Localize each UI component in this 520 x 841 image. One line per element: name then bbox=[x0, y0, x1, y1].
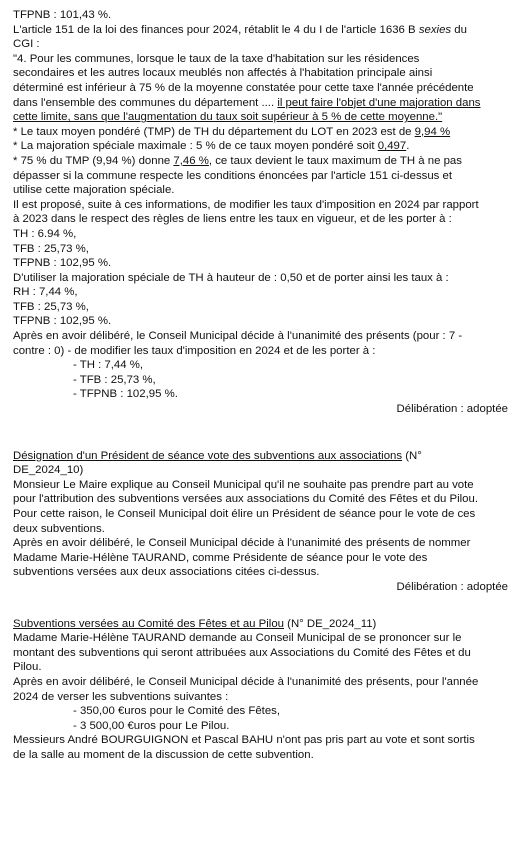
text-line: contre : 0) - de modifier les taux d'imposition en 2024 et de les porter à : bbox=[13, 344, 376, 357]
section-title-cont: DE_2024_10) bbox=[13, 464, 84, 477]
subsidy-item: - 3 500,00 €uros pour Le Pilou. bbox=[73, 719, 230, 732]
section-title: Subventions versées au Comité des Fêtes et au Pilou (N° DE_2024_11) bbox=[13, 617, 377, 630]
rate-list-item: - TH : 7,44 %, bbox=[73, 359, 144, 372]
text-line: L'article 151 de la loi des finances pour 2024, rétablit le 4 du I de l'article 1636 B sexies du bbox=[13, 23, 467, 36]
deliberation-status: Délibération : adoptée bbox=[396, 403, 508, 416]
section-subsidies bbox=[13, 617, 510, 763]
text-line: Monsieur Le Maire explique au Conseil Municipal qu'il ne souhaite pas prendre part au vote bbox=[13, 478, 474, 491]
quote-line: "4. Pour les communes, lorsque le taux de la taxe d'habitation sur les résidences bbox=[13, 52, 420, 65]
text-line: subventions versées aux deux associations citées ci-dessus. bbox=[13, 566, 320, 579]
text-line: 2024 de verser les subventions suivantes : bbox=[13, 690, 229, 703]
bullet-line: * Le taux moyen pondéré (TMP) de TH du département du LOT en 2023 est de 9,94 % bbox=[13, 125, 451, 138]
text-line: Madame Marie-Hélène TAURAND, comme Présidente de séance pour le vote des bbox=[13, 551, 428, 564]
text-line: TFPNB : 101,43 %. bbox=[13, 9, 112, 21]
text-line: montant des subventions qui seront attribuées aux Associations du Comité des Fêtes et du bbox=[13, 646, 471, 659]
text-line: Après en avoir délibéré, le Conseil Municipal décide à l'unanimité des présents, pour l'année bbox=[13, 675, 479, 688]
rate-line: TFB : 25,73 %, bbox=[13, 300, 89, 313]
text-line: de la salle au moment de la discussion de cette subvention. bbox=[13, 748, 314, 761]
rate-list-item: - TFB : 25,73 %, bbox=[73, 373, 156, 386]
text-line: Pour cette raison, le Conseil Municipal doit élire un Président de séance pour le vote de ces bbox=[13, 508, 476, 520]
section-tax-rates bbox=[13, 8, 510, 417]
text-line: dépasser si la commune respecte les conditions énoncées par l'article 151 ci-dessus et bbox=[13, 169, 453, 182]
section-title: Désignation d'un Président de séance vote des subventions aux associations (N° bbox=[13, 449, 422, 462]
text-line: deux subventions. bbox=[13, 522, 105, 535]
text-line: pour l'attribution des subventions versées aux associations du Comité des Fêtes et du Pilou. bbox=[13, 493, 479, 506]
text-line: Après en avoir délibéré, le Conseil Municipal décide à l'unanimité des présents (pour : 7 - bbox=[13, 330, 463, 343]
rate-line: TFB : 25,73 %, bbox=[13, 242, 89, 255]
subsidy-item: - 350,00 €uros pour le Comité des Fêtes, bbox=[73, 705, 281, 718]
rate-list-item: - TFPNB : 102,95 %. bbox=[73, 388, 178, 401]
rate-line: TH : 6.94 %, bbox=[13, 227, 77, 240]
text-line: à 2023 dans le respect des règles de liens entre les taux en vigueur, et de les porter à : bbox=[13, 213, 452, 226]
quote-line: dans l'ensemble des communes du département .... il peut faire l'objet d'une majoration dans bbox=[13, 96, 481, 109]
spacer bbox=[13, 595, 510, 617]
rate-line: TFPNB : 102,95 %. bbox=[13, 257, 112, 270]
text-line: Pilou. bbox=[13, 661, 42, 674]
quote-line: déterminé est inférieur à 75 % de la moyenne constatée pour cette taxe l'année précédente bbox=[13, 81, 474, 94]
deliberation-status: Délibération : adoptée bbox=[396, 580, 508, 593]
text-line: Madame Marie-Hélène TAURAND demande au Conseil Municipal de se prononcer sur le bbox=[13, 632, 462, 645]
quote-line: cette limite, sans que l'augmentation du taux soit supérieur à 5 % de cette moyenne." bbox=[13, 111, 443, 124]
text-line: CGI : bbox=[13, 38, 40, 51]
section-session-president bbox=[13, 449, 510, 595]
spacer bbox=[13, 417, 510, 449]
text-line: utilise cette majoration spéciale. bbox=[13, 184, 175, 197]
text-line: D'utiliser la majoration spéciale de TH à hauteur de : 0,50 et de porter ainsi les taux à : bbox=[13, 271, 449, 284]
text-line: Après en avoir délibéré, le Conseil Municipal décide à l'unanimité des présents de nommer bbox=[13, 537, 471, 550]
bullet-line: * 75 % du TMP (9,94 %) donne 7,46 %, ce taux devient le taux maximum de TH à ne pas bbox=[13, 154, 462, 167]
rate-line: RH : 7,44 %, bbox=[13, 286, 78, 299]
rate-line: TFPNB : 102,95 %. bbox=[13, 315, 112, 328]
bullet-line: * La majoration spéciale maximale : 5 % de ce taux moyen pondéré soit 0,497. bbox=[13, 140, 410, 153]
quote-line: secondaires et les autres locaux meublés non affectés à l'habitation principale ainsi bbox=[13, 67, 433, 80]
text-line: Il est proposé, suite à ces informations, de modifier les taux d'imposition en 2024 par rapport bbox=[13, 198, 479, 211]
text-line: Messieurs André BOURGUIGNON et Pascal BAHU n'ont pas pris part au vote et sont sortis bbox=[13, 734, 475, 747]
